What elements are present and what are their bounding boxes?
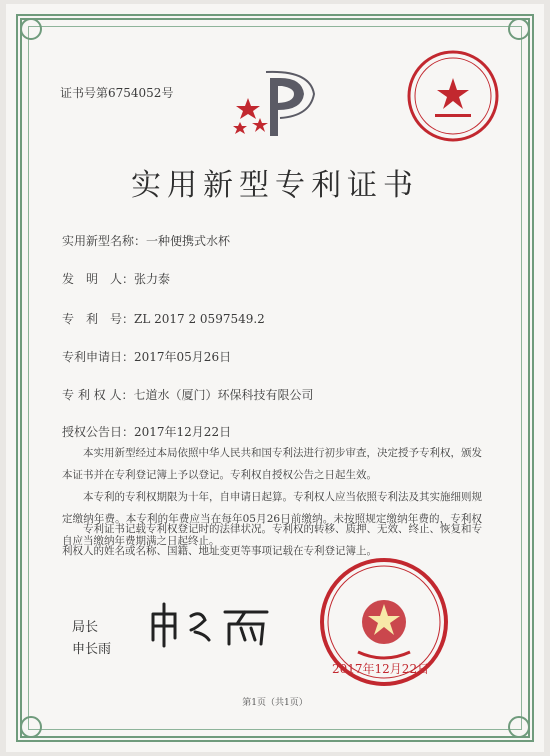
application-date: 专利申请日：2017年05月26日 — [62, 350, 232, 364]
document-title: 实用新型专利证书 — [131, 168, 419, 203]
page-number: 第1页（共1页） — [242, 698, 308, 708]
paragraph-term: 本专利的专利权期限为十年，自申请日起算。专利权人应当依照专利法及其实施细则规定缴纳年费。本专利的年费应当在每年05月26日前缴纳。未按照规定缴纳年费的，专利权自应当缴纳年费期满之日起终止。 — [62, 491, 482, 547]
grant-date: 授权公告日：2017年12月22日 — [62, 425, 232, 439]
director-name: 申长雨 — [72, 642, 112, 657]
corner-ornament-icon — [508, 18, 530, 40]
corner-ornament-icon — [20, 716, 42, 738]
patent-office-logo-icon — [230, 70, 318, 142]
inventor: 发 明 人：张力泰 — [62, 272, 171, 286]
corner-ornament-icon — [508, 716, 530, 738]
agency-seal-icon — [405, 48, 501, 144]
patentee: 专 利 权 人：七道水（厦门）环保科技有限公司 — [62, 388, 314, 402]
director-title: 局长 — [72, 620, 99, 635]
patent-number: 专 利 号：ZL 2017 2 0597549.2 — [62, 312, 265, 326]
paragraph-grant: 本实用新型经过本局依照中华人民共和国专利法进行初步审查，决定授予专利权，颁发本证书并在专利登记簿上予以登记。专利权自授权公告之日起生效。 — [62, 447, 482, 481]
corner-ornament-icon — [20, 18, 42, 40]
handwritten-signature-icon — [145, 600, 275, 648]
utility-model-name: 实用新型名称：一种便携式水杯 — [62, 234, 231, 248]
seal-date: 2017年12月22日 — [332, 662, 430, 676]
paragraph-legal-status: 专利证书记载专利权登记时的法律状况。专利权的转移、质押、无效、终止、恢复和专利权人的姓名或名称、国籍、地址变更等事项记载在专利登记簿上。 — [62, 523, 482, 557]
certificate-number: 证书号第6754052号 — [60, 86, 174, 100]
